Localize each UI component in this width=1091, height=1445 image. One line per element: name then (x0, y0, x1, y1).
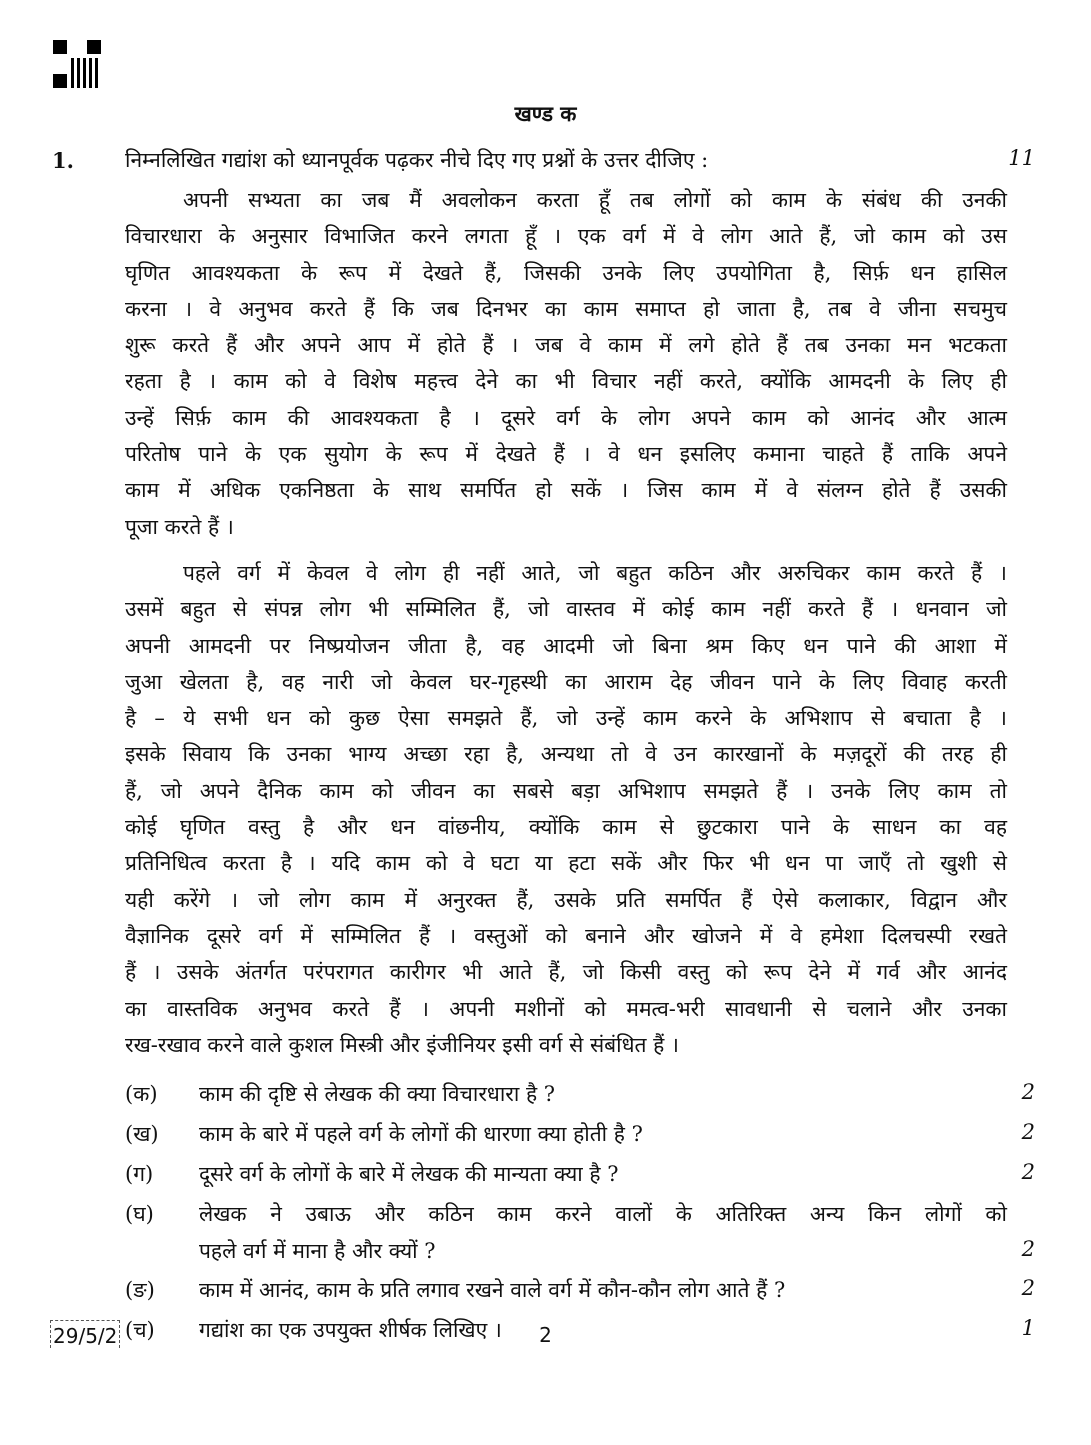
qr-code-icon (53, 40, 101, 88)
section-heading: खण्ड क (514, 101, 577, 126)
passage-line: उन्हें सिर्फ़ काम की आवश्यकता है । दूसरे वर्ग के लोग अपने काम को आनंद और आत्म (125, 405, 1007, 430)
passage-line: हैं । उसके अंतर्गत परंपरागत कारीगर भी आते हैं, जो किसी वस्तु को रूप देने में गर्व और आनंद (125, 960, 1007, 985)
subquestion-text: काम में आनंद, काम के प्रति लगाव रखने वाले वर्ग में कौन-कौन लोग आते हैं ? (199, 1278, 786, 1302)
passage-line: पहले वर्ग में केवल वे लोग ही नहीं आते, जो बहुत कठिन और अरुचिकर काम करते हैं । (183, 561, 1007, 585)
subquestion-text: गद्यांश का एक उपयुक्त शीर्षक लिखिए । (199, 1318, 502, 1342)
subquestion-label: (घ) (125, 1202, 154, 1226)
passage-line: रख-रखाव करने वाले कुशल मिस्त्री और इंजीनियर इसी वर्ग से संबंधित हैं । (125, 1032, 679, 1057)
passage-line: अपनी सभ्यता का जब मैं अवलोकन करता हूँ तब लोगों को काम के संबंध की उनकी (183, 188, 1007, 212)
subquestion-text: लेखक ने उबाऊ और कठिन काम करने वालों के अतिरिक्त अन्य किन लोगों को (199, 1202, 1007, 1226)
subquestion-marks: 2 (1021, 1120, 1035, 1144)
paper-code: 29/5/2 (50, 1320, 120, 1348)
subquestion-marks: 2 (1021, 1080, 1035, 1104)
question-instruction: निम्नलिखित गद्यांश को ध्यानपूर्वक पढ़कर नीचे दिए गए प्रश्नों के उत्तर दीजिए : (125, 148, 709, 172)
passage-paragraph-2 (125, 555, 1007, 1063)
passage-line: परितोष पाने के एक सुयोग के रूप में देखते हैं । वे धन इसलिए कमाना चाहते हैं ताकि अपने (125, 442, 1007, 467)
passage-line: कोई घृणित वस्तु है और धन वांछनीय, क्योंकि काम से छुटकारा पाने के साधन का वह (125, 815, 1007, 840)
subquestion-label: (ङ) (125, 1278, 155, 1302)
passage-line: जुआ खेलता है, वह नारी जो केवल घर-गृहस्थी का आराम देह जीवन पाने के लिए विवाह करती (125, 669, 1007, 694)
passage-line: रहता है । काम को वे विशेष महत्त्व देने का भी विचार नहीं करते, क्योंकि आमदनी के लिए ही (125, 369, 1007, 394)
subquestion-label: (ख) (125, 1122, 159, 1146)
question-marks: 11 (1008, 146, 1035, 170)
subquestion-text: पहले वर्ग में माना है और क्यों ? (199, 1239, 436, 1263)
passage-line: यही करेंगे । जो लोग काम में अनुरक्त हैं, उसके प्रति समर्पित हैं ऐसे कलाकार, विद्वान और (125, 887, 1007, 912)
subquestion-marks: 1 (1021, 1316, 1035, 1340)
passage-paragraph-1 (125, 182, 1007, 545)
subquestion-marks: 2 (1021, 1276, 1035, 1300)
passage-line: उसमें बहुत से संपन्न लोग भी सम्मिलित हैं, जो वास्तव में कोई काम नहीं करते हैं । धनवान जो (125, 597, 1007, 622)
passage-line: हैं, जो अपने दैनिक काम को जीवन का सबसे बड़ा अभिशाप समझते हैं । उनके लिए काम तो (125, 778, 1007, 803)
subquestion-text: काम की दृष्टि से लेखक की क्या विचारधारा है ? (199, 1082, 556, 1106)
subquestion-marks: 2 (1021, 1237, 1035, 1261)
passage-line: घृणित आवश्यकता के रूप में देखते हैं, जिसकी उनके लिए उपयोगिता है, सिर्फ़ धन हासिल (125, 260, 1007, 285)
page-number: 2 (539, 1323, 552, 1347)
passage-line: इसके सिवाय कि उनका भाग्य अच्छा रहा है, अन्यथा तो वे उन कारखानों के मज़दूरों की तरह ही (125, 742, 1007, 767)
passage-line: काम में अधिक एकनिष्ठता के साथ समर्पित हो सकें । जिस काम में वे संलग्न होते हैं उसकी (125, 478, 1007, 503)
passage-line: अपनी आमदनी पर निष्प्रयोजन जीता है, वह आदमी जो बिना श्रम किए धन पाने की आशा में (125, 633, 1007, 658)
passage-line: प्रतिनिधित्व करता है । यदि काम को वे घटा या हटा सकें और फिर भी धन पा जाएँ तो खुशी से (125, 851, 1007, 876)
subquestion-label: (क) (125, 1082, 158, 1106)
passage-line: पूजा करते हैं । (125, 514, 234, 539)
passage-line: है – ये सभी धन को कुछ ऐसा समझते हैं, जो उन्हें काम करने के अभिशाप से बचाता है । (125, 706, 1007, 731)
passage-line: करना । वे अनुभव करते हैं कि जब दिनभर का काम समाप्त हो जाता है, तब वे जीना सचमुच (125, 296, 1007, 321)
subquestion-text: काम के बारे में पहले वर्ग के लोगों की धारणा क्या होती है ? (199, 1122, 643, 1146)
passage-line: वैज्ञानिक दूसरे वर्ग में सम्मिलित हैं । वस्तुओं को बनाने और खोजने में वे हमेशा दिलचस्पी रखते (125, 923, 1007, 948)
subquestion-text: दूसरे वर्ग के लोगों के बारे में लेखक की मान्यता क्या है ? (199, 1162, 619, 1186)
subquestion-marks: 2 (1021, 1160, 1035, 1184)
passage-line: शुरू करते हैं और अपने आप में होते हैं । जब वे काम में लगे होते हैं तब उनका मन भटकता (125, 333, 1007, 358)
subquestion-label: (ग) (125, 1162, 154, 1186)
question-number: 1. (52, 148, 74, 173)
subquestion-label: (च) (125, 1318, 155, 1342)
passage-line: का वास्तविक अनुभव करते हैं । अपनी मशीनों को ममत्व-भरी सावधानी से चलाने और उनका (125, 996, 1007, 1021)
passage-line: विचारधारा के अनुसार विभाजित करने लगता हूँ । एक वर्ग में वे लोग आते हैं, जो काम को उस (125, 224, 1007, 249)
